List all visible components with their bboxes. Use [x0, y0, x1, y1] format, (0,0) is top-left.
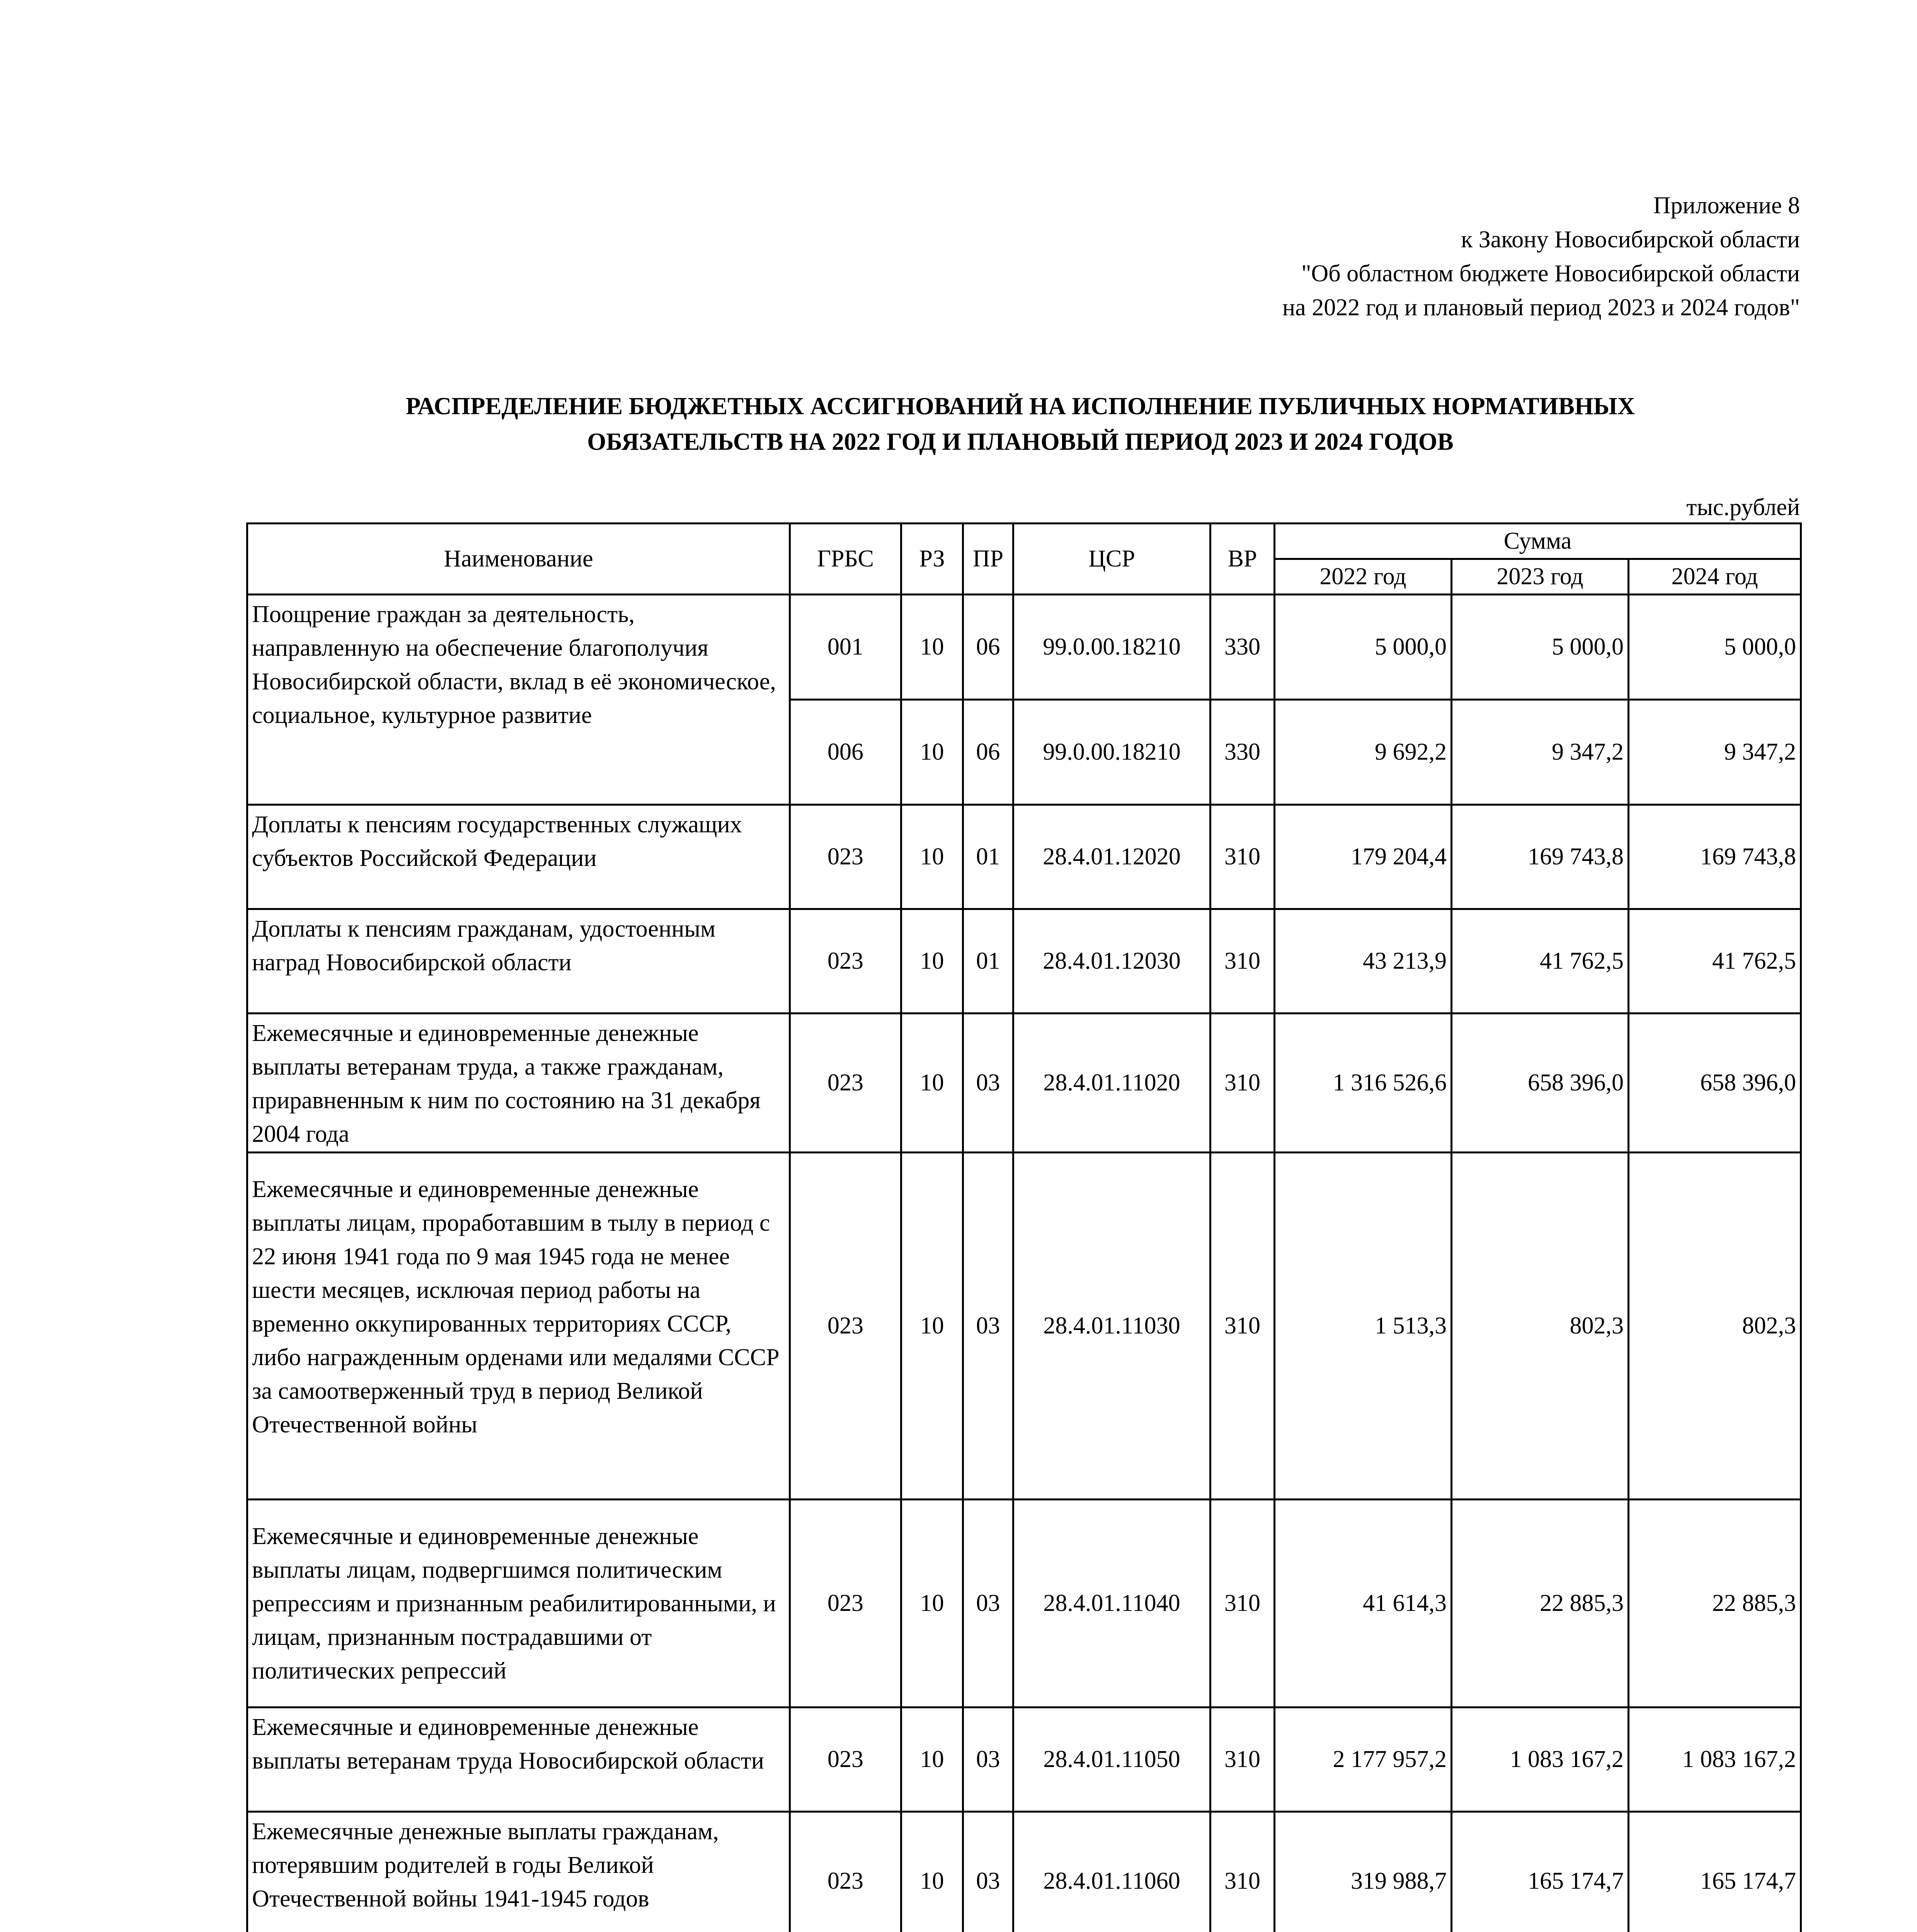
header-csr: ЦСР [1013, 524, 1210, 595]
cell-2023: 22 885,3 [1452, 1500, 1629, 1708]
row-name: Доплаты к пенсиям гражданам, удостоенным наград Новосибирской области [247, 909, 790, 1014]
cell-2024: 5 000,0 [1629, 595, 1801, 700]
table-row [247, 1014, 1801, 1153]
cell-rz: 10 [901, 1500, 963, 1708]
header-grbs: ГРБС [790, 524, 901, 595]
table-row [247, 1708, 1801, 1812]
cell-2023: 9 347,2 [1452, 700, 1629, 805]
cell-2022: 43 213,9 [1275, 909, 1452, 1014]
appendix-line: на 2022 год и плановый период 2023 и 2024 годов" [1282, 294, 1800, 321]
cell-2023: 658 396,0 [1452, 1014, 1629, 1153]
row-name: Доплаты к пенсиям государственных служащих субъектов Российской Федерации [247, 805, 790, 909]
header-sum: Сумма [1275, 524, 1801, 559]
cell-2022: 1 316 526,6 [1275, 1014, 1452, 1153]
cell-rz: 10 [901, 805, 963, 909]
cell-vr: 310 [1210, 805, 1275, 909]
header-row [247, 524, 1801, 559]
row-name: Поощрение граждан за деятельность, направленную на обеспечение благополучия Новосибирской области, вклад в её экономическое, социальное, культурное развитие [247, 595, 790, 805]
cell-2023: 802,3 [1452, 1153, 1629, 1500]
title-line: РАСПРЕДЕЛЕНИЕ БЮДЖЕТНЫХ АССИГНОВАНИЙ НА ИСПОЛНЕНИЕ ПУБЛИЧНЫХ НОРМАТИВНЫХ [405, 393, 1635, 420]
cell-csr: 99.0.00.18210 [1013, 700, 1210, 805]
title-line: ОБЯЗАТЕЛЬСТВ НА 2022 ГОД И ПЛАНОВЫЙ ПЕРИОД 2023 И 2024 ГОДОВ [587, 428, 1454, 455]
cell-rz: 10 [901, 909, 963, 1014]
cell-pr: 03 [963, 1500, 1013, 1708]
table-row [247, 909, 1801, 1014]
cell-vr: 310 [1210, 909, 1275, 1014]
cell-csr: 28.4.01.12020 [1013, 805, 1210, 909]
cell-2024: 658 396,0 [1629, 1014, 1801, 1153]
document-title [247, 388, 1793, 459]
cell-grbs: 023 [790, 1812, 901, 1932]
table-row [247, 595, 1801, 700]
cell-pr: 03 [963, 1708, 1013, 1812]
appendix-header [1282, 189, 1800, 325]
cell-vr: 310 [1210, 1500, 1275, 1708]
cell-csr: 28.4.01.11050 [1013, 1708, 1210, 1812]
row-name: Ежемесячные денежные выплаты гражданам, потерявшим родителей в годы Великой Отечественной войны 1941-1945 годов [247, 1812, 790, 1932]
cell-csr: 28.4.01.11030 [1013, 1153, 1210, 1500]
cell-rz: 10 [901, 595, 963, 700]
cell-2024: 41 762,5 [1629, 909, 1801, 1014]
cell-rz: 10 [901, 1812, 963, 1932]
budget-table [246, 522, 1802, 1932]
cell-pr: 03 [963, 1153, 1013, 1500]
cell-2022: 41 614,3 [1275, 1500, 1452, 1708]
cell-2022: 319 988,7 [1275, 1812, 1452, 1932]
appendix-line: к Закону Новосибирской области [1461, 226, 1800, 253]
cell-vr: 330 [1210, 595, 1275, 700]
cell-2023: 1 083 167,2 [1452, 1708, 1629, 1812]
row-name: Ежемесячные и единовременные денежные выплаты ветеранам труда, а также гражданам, приравненным к ним по состоянию на 31 декабря 2004 года [247, 1014, 790, 1153]
cell-grbs: 023 [790, 1014, 901, 1153]
cell-grbs: 001 [790, 595, 901, 700]
table-row [247, 805, 1801, 909]
table-row [247, 1812, 1801, 1932]
units-label: тыс.рублей [1686, 494, 1800, 520]
cell-grbs: 023 [790, 1708, 901, 1812]
cell-rz: 10 [901, 1708, 963, 1812]
cell-pr: 03 [963, 1014, 1013, 1153]
cell-vr: 310 [1210, 1708, 1275, 1812]
cell-2022: 5 000,0 [1275, 595, 1452, 700]
cell-grbs: 023 [790, 1153, 901, 1500]
cell-2023: 41 762,5 [1452, 909, 1629, 1014]
appendix-line: "Об областном бюджете Новосибирской области [1301, 260, 1800, 287]
cell-csr: 28.4.01.11020 [1013, 1014, 1210, 1153]
header-vr: ВР [1210, 524, 1275, 595]
header-year-2024: 2024 год [1629, 559, 1801, 595]
cell-2024: 1 083 167,2 [1629, 1708, 1801, 1812]
row-name: Ежемесячные и единовременные денежные выплаты ветеранам труда Новосибирской области [247, 1708, 790, 1812]
cell-vr: 310 [1210, 1812, 1275, 1932]
cell-2022: 9 692,2 [1275, 700, 1452, 805]
cell-2023: 169 743,8 [1452, 805, 1629, 909]
cell-2024: 169 743,8 [1629, 805, 1801, 909]
cell-grbs: 023 [790, 1500, 901, 1708]
cell-2024: 802,3 [1629, 1153, 1801, 1500]
cell-grbs: 023 [790, 909, 901, 1014]
cell-vr: 310 [1210, 1153, 1275, 1500]
cell-2024: 22 885,3 [1629, 1500, 1801, 1708]
cell-2022: 179 204,4 [1275, 805, 1452, 909]
cell-csr: 28.4.01.11060 [1013, 1812, 1210, 1932]
row-name: Ежемесячные и единовременные денежные выплаты лицам, подвергшимся политическим репрессиям и признанным реабилитированными, и лицам, признанным пострадавшими от политических репрессий [247, 1500, 790, 1708]
appendix-line: Приложение 8 [1653, 192, 1800, 219]
header-year-2022: 2022 год [1275, 559, 1452, 595]
row-name: Ежемесячные и единовременные денежные выплаты лицам, проработавшим в тылу в период с 22 июня 1941 года по 9 мая 1945 года не менее шести месяцев, исключая период работы на временно оккупированных территориях СССР, либо награжденным орденами или медалями СССР за самоотверженный труд в период Великой Отечественной войны [247, 1153, 790, 1500]
cell-grbs: 006 [790, 700, 901, 805]
cell-2024: 165 174,7 [1629, 1812, 1801, 1932]
cell-rz: 10 [901, 1014, 963, 1153]
cell-rz: 10 [901, 700, 963, 805]
cell-csr: 28.4.01.12030 [1013, 909, 1210, 1014]
table-row [247, 1153, 1801, 1500]
cell-2023: 5 000,0 [1452, 595, 1629, 700]
cell-2022: 2 177 957,2 [1275, 1708, 1452, 1812]
cell-2023: 165 174,7 [1452, 1812, 1629, 1932]
cell-2022: 1 513,3 [1275, 1153, 1452, 1500]
table-row [247, 1500, 1801, 1708]
cell-csr: 99.0.00.18210 [1013, 595, 1210, 700]
cell-vr: 310 [1210, 1014, 1275, 1153]
cell-pr: 06 [963, 595, 1013, 700]
cell-grbs: 023 [790, 805, 901, 909]
cell-pr: 06 [963, 700, 1013, 805]
header-name: Наименование [247, 524, 790, 595]
cell-rz: 10 [901, 1153, 963, 1500]
cell-pr: 03 [963, 1812, 1013, 1932]
cell-pr: 01 [963, 805, 1013, 909]
header-rz: РЗ [901, 524, 963, 595]
cell-vr: 330 [1210, 700, 1275, 805]
header-year-2023: 2023 год [1452, 559, 1629, 595]
cell-2024: 9 347,2 [1629, 700, 1801, 805]
cell-pr: 01 [963, 909, 1013, 1014]
cell-csr: 28.4.01.11040 [1013, 1500, 1210, 1708]
header-pr: ПР [963, 524, 1013, 595]
